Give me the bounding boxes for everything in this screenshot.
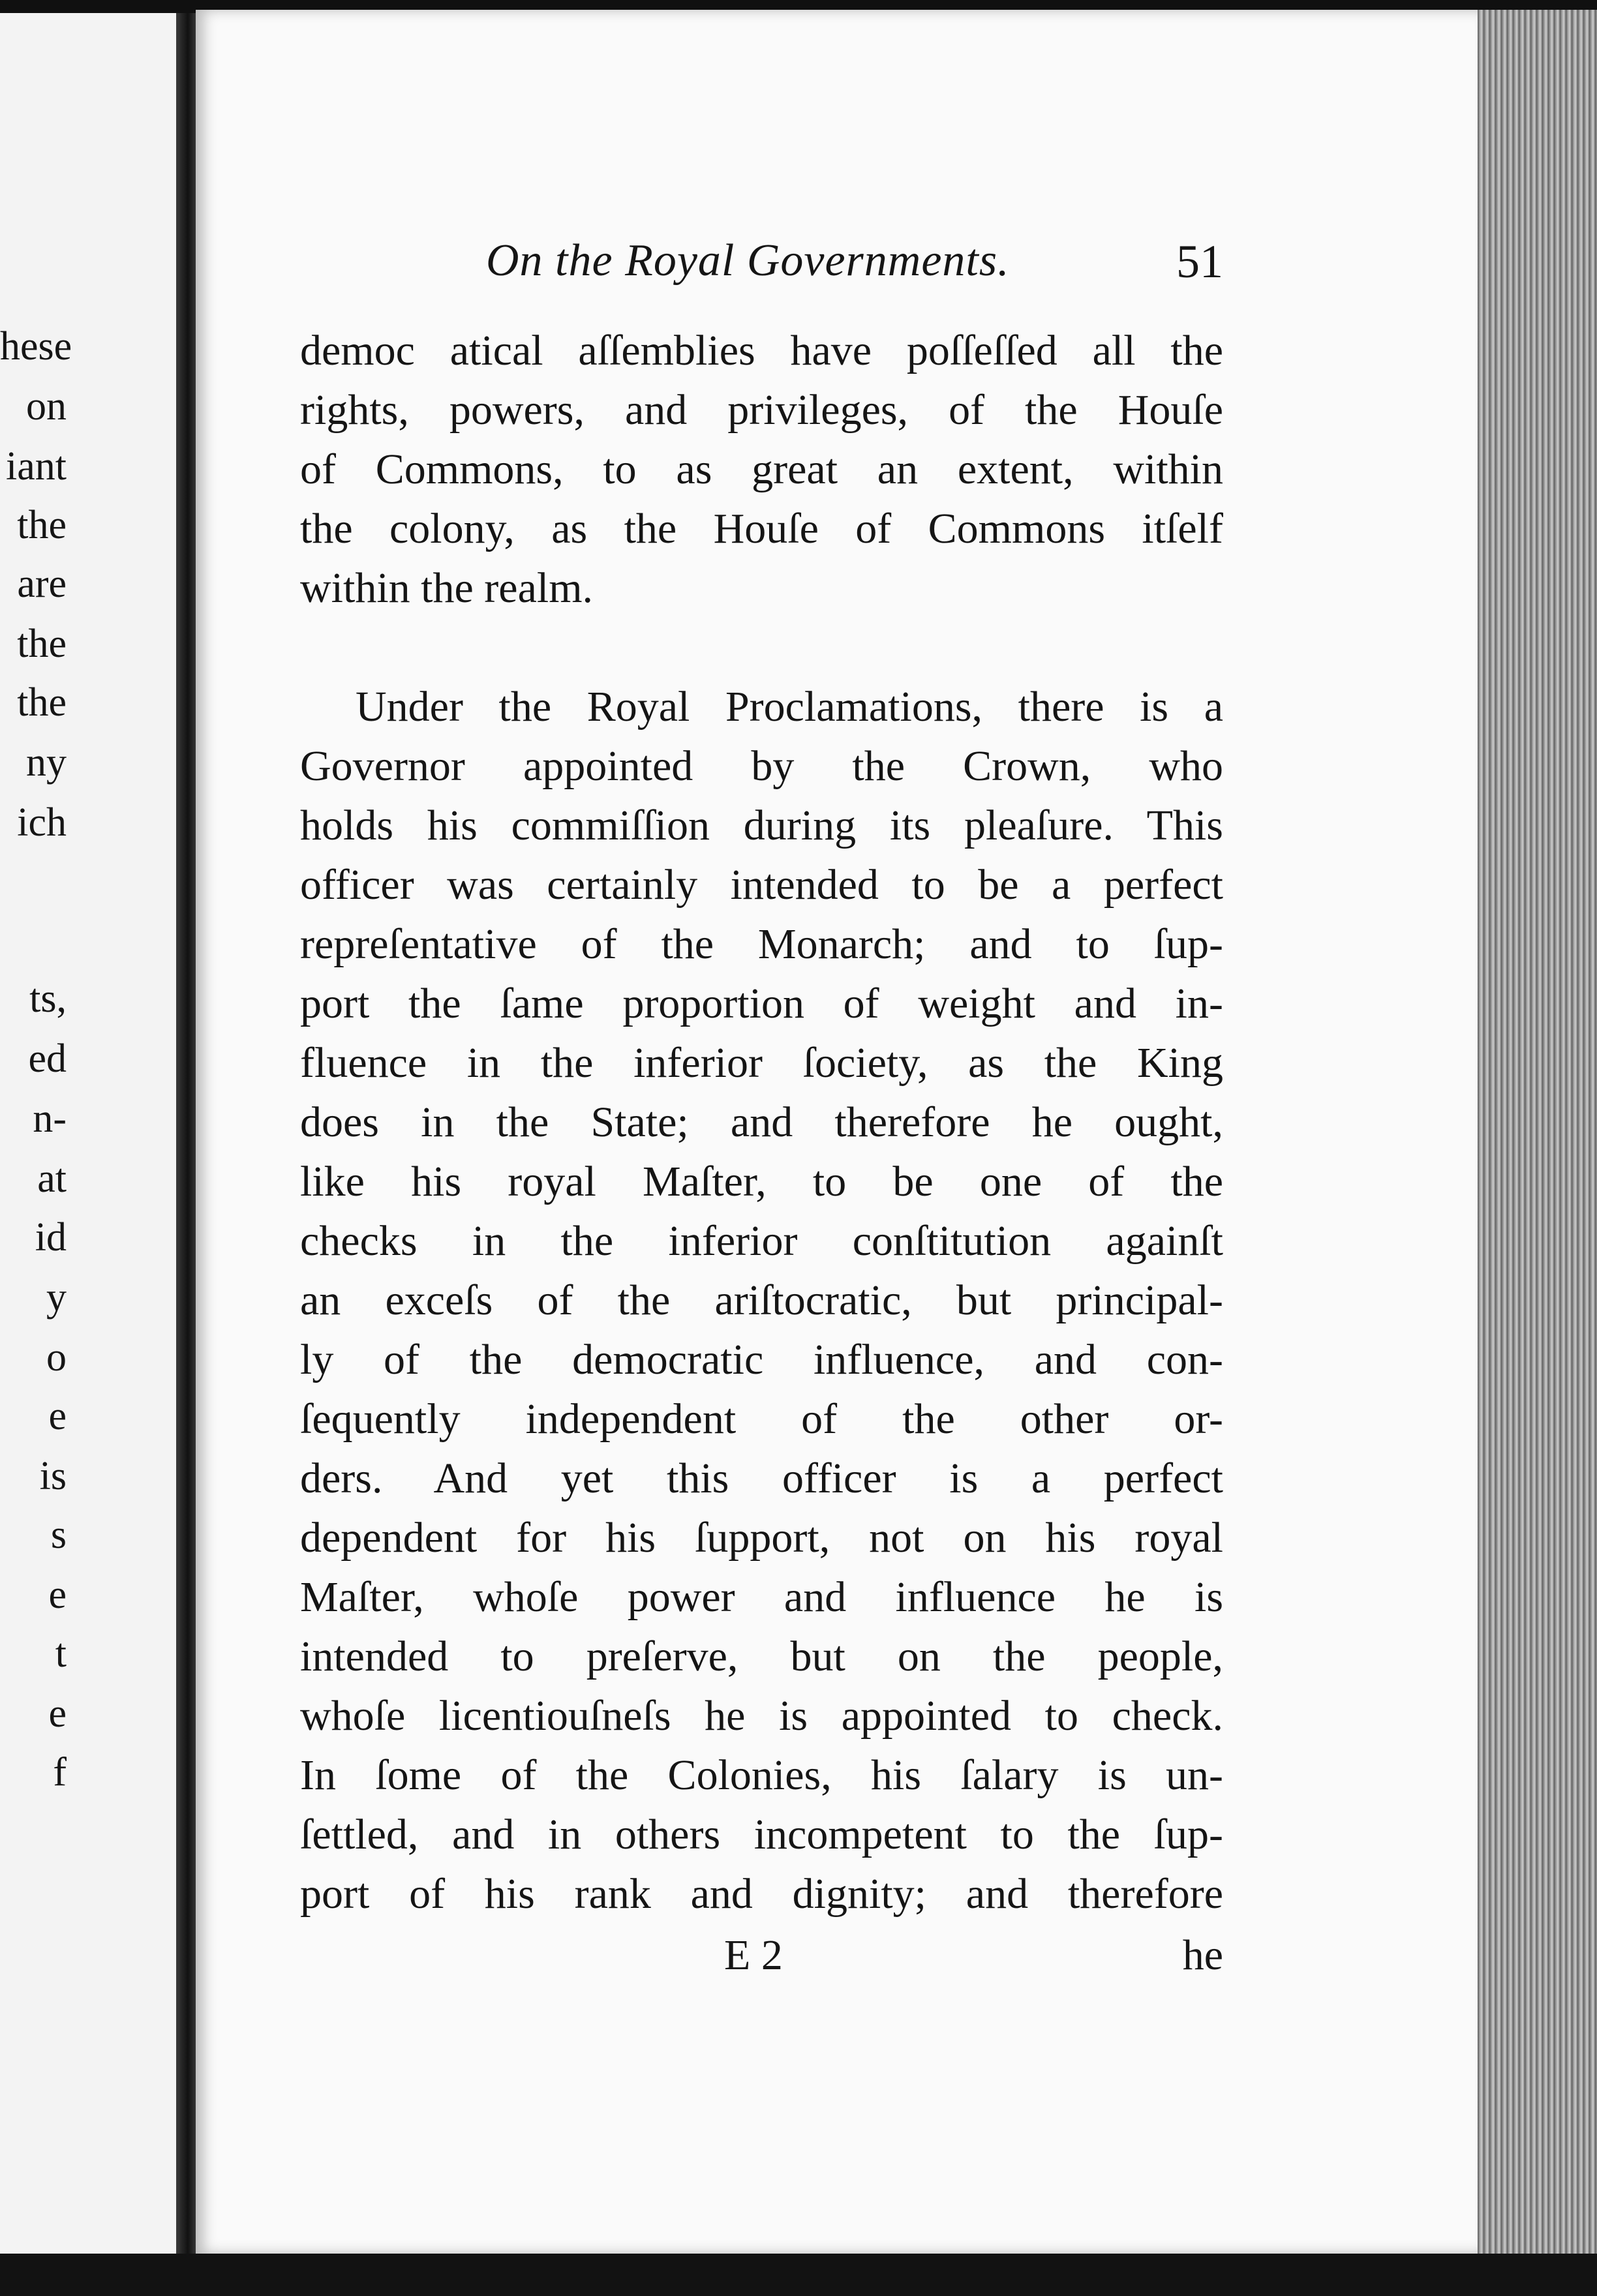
text-line: In ſome of the Colonies, his ſalary is un- xyxy=(300,1751,1223,1799)
text-line: ſequently independent of the other or- xyxy=(300,1395,1223,1443)
left-page-fragment xyxy=(0,682,190,723)
left-page-fragment-text: n- xyxy=(33,1096,67,1141)
text-line: rights, powers, and privileges, of the Houſe xyxy=(300,386,1223,434)
text-line: ſettled, and in others incompetent to the ſup- xyxy=(300,1811,1223,1858)
text-line: of Commons, to as great an extent, within xyxy=(300,446,1223,493)
left-page-fragment xyxy=(0,742,190,783)
text-line: ly of the democratic influence, and con- xyxy=(300,1336,1223,1383)
left-page-fragment-text: iant xyxy=(6,444,67,489)
text-line: port the ſame proportion of weight and in- xyxy=(300,980,1223,1027)
left-page-fragment xyxy=(0,624,190,664)
left-page-fragment-text: id xyxy=(35,1215,67,1260)
text-line: officer was certainly intended to be a perfect xyxy=(300,861,1223,909)
left-page-fragment xyxy=(0,1098,190,1139)
left-page-fragment xyxy=(0,1515,190,1555)
page-footer xyxy=(724,1931,1223,1989)
left-page-fragment-text: e xyxy=(48,1573,67,1617)
text-line: does in the State; and therefore he ought, xyxy=(300,1098,1223,1146)
left-page-fragment xyxy=(0,326,190,367)
paragraph-1 xyxy=(300,321,1223,618)
left-page-fragment-text: the xyxy=(17,622,67,666)
left-page-fragment xyxy=(0,1693,190,1734)
text-line: holds his commiſſion during its pleaſure. This xyxy=(300,802,1223,849)
left-page-fragment-text: ed xyxy=(28,1036,67,1081)
left-page-fragment-text: on xyxy=(26,384,67,429)
text-line: the colony, as the Houſe of Commons itſelf xyxy=(300,505,1223,552)
text-line: Governor appointed by the Crown, who xyxy=(300,742,1223,790)
left-page-fragment xyxy=(0,446,190,487)
text-line: democ atical aſſemblies have poſſeſſed all the xyxy=(300,327,1223,374)
text-line: within the realm. xyxy=(300,564,594,612)
paragraph-gap xyxy=(300,618,1223,677)
left-page-fragment-text: e xyxy=(48,1394,67,1438)
left-page-fragment xyxy=(0,1752,190,1792)
paragraph-2 xyxy=(300,677,1223,1924)
left-page-fragment-text: o xyxy=(46,1335,67,1380)
left-page-fragment xyxy=(0,564,190,604)
left-page-fragment xyxy=(0,1456,190,1496)
left-page-fragment xyxy=(0,1396,190,1436)
running-head xyxy=(486,235,1223,294)
signature-mark: E 2 xyxy=(724,1931,783,1979)
text-line: like his royal Maſter, to be one of the xyxy=(300,1158,1223,1205)
left-facing-page xyxy=(0,13,190,2257)
text-line: an exceſs of the ariſtocratic, but principal- xyxy=(300,1276,1223,1324)
left-page-fragment xyxy=(0,1277,190,1318)
left-page-fragment-text: e xyxy=(48,1691,67,1736)
page-number: 51 xyxy=(1176,235,1223,288)
text-line: port of his rank and dignity; and therefore xyxy=(300,1870,1223,1918)
left-page-fragment xyxy=(0,802,190,843)
left-page-fragment-text: y xyxy=(46,1275,67,1320)
left-page-fragment-text: at xyxy=(37,1156,67,1201)
left-page-fragment-text: are xyxy=(17,562,67,606)
left-page-fragment-text: ts, xyxy=(29,976,67,1021)
text-line: repreſentative of the Monarch; and to ſup- xyxy=(300,920,1223,968)
catchword: he xyxy=(1182,1931,1223,1979)
bottom-shadow-band xyxy=(0,2254,1597,2296)
body-text xyxy=(300,321,1223,1924)
text-line: whoſe licentiouſneſs he is appointed to check. xyxy=(300,1692,1223,1740)
left-page-fragment xyxy=(0,1038,190,1079)
text-line: dependent for his ſupport, not on his royal xyxy=(300,1514,1223,1562)
left-page-fragment xyxy=(0,978,190,1019)
left-page-fragment xyxy=(0,1217,190,1258)
left-page-fragment xyxy=(0,1158,190,1199)
left-page-fragment-text: s xyxy=(50,1513,67,1557)
left-page-fragment xyxy=(0,1575,190,1615)
text-line: ders. And yet this officer is a perfect xyxy=(300,1455,1223,1502)
left-page-fragment xyxy=(0,505,190,545)
page-edges xyxy=(1478,10,1597,2254)
left-page-fragment xyxy=(0,386,190,427)
left-page-fragment-text: the xyxy=(17,680,67,725)
left-page-fragment-text: hese xyxy=(0,324,72,369)
text-line: Maſter, whoſe power and influence he is xyxy=(300,1573,1223,1621)
text-line: fluence in the inferior ſociety, as the King xyxy=(300,1039,1223,1087)
text-line: Under the Royal Proclamations, there is a xyxy=(356,683,1223,731)
left-page-fragment-text: ny xyxy=(26,740,67,785)
left-page-fragment-text: ich xyxy=(17,800,67,845)
left-page-fragment-text: the xyxy=(17,503,67,547)
left-page-fragment-text: t xyxy=(55,1631,67,1676)
text-line: intended to preſerve, but on the people, xyxy=(300,1633,1223,1680)
left-page-fragment xyxy=(0,1633,190,1674)
left-page-fragment-text: f xyxy=(53,1750,67,1794)
left-page-fragment xyxy=(0,1337,190,1378)
text-line: checks in the inferior conſtitution againſt xyxy=(300,1217,1223,1265)
running-head-title: On the Royal Governments. xyxy=(486,235,1010,286)
left-page-fragment-text: is xyxy=(39,1454,67,1498)
